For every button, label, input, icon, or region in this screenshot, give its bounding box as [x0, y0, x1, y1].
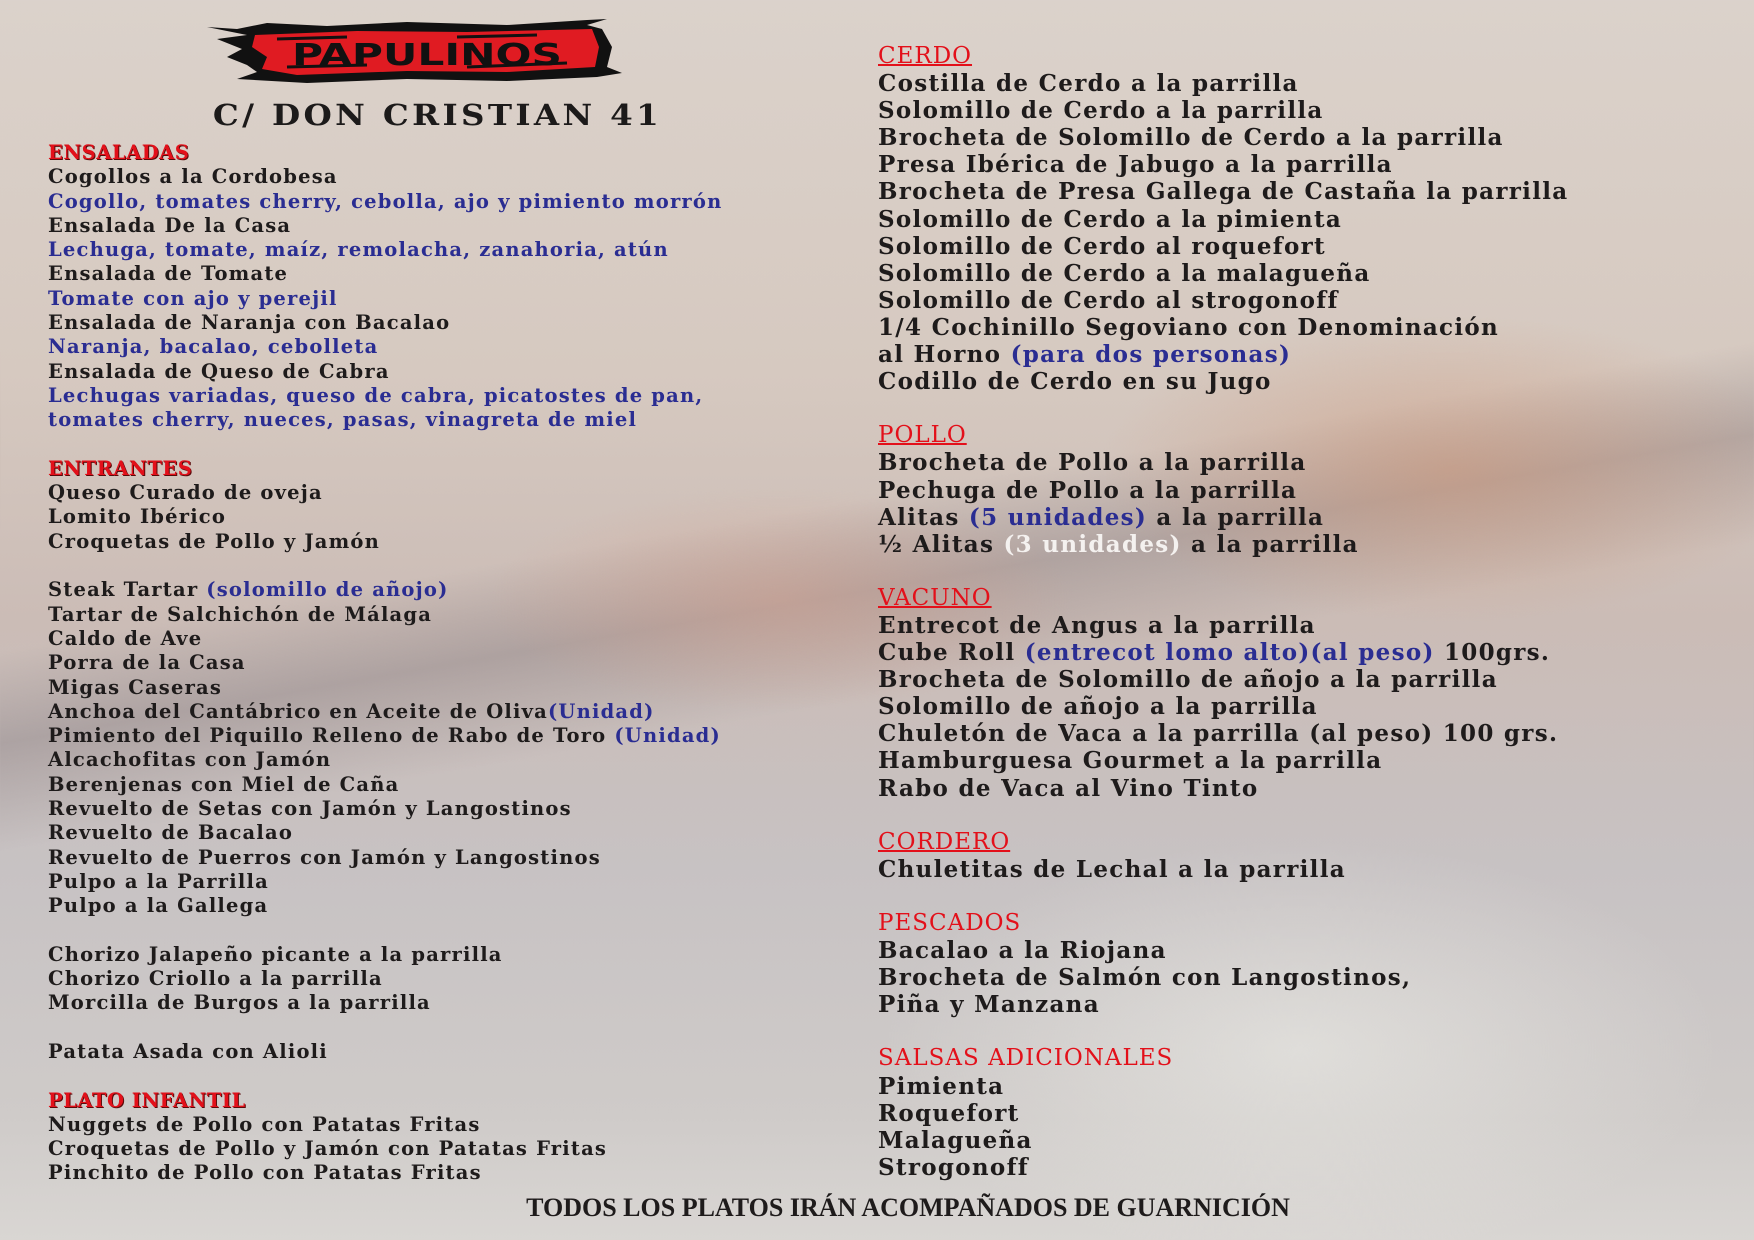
menu-item — [878, 1073, 1569, 1100]
menu-item — [48, 748, 722, 772]
menu-item — [878, 341, 1569, 368]
item-name: Solomillo de Cerdo a la parrilla — [878, 97, 1324, 125]
menu-item — [878, 639, 1569, 666]
heading-text: PLATO INFANTIL — [48, 1088, 246, 1112]
item-name: Ensalada de Queso de Cabra — [48, 359, 390, 383]
item-name: Revuelto de Puerros con Jamón y Langostinos — [48, 845, 601, 869]
heading-text: VACUNO — [878, 584, 992, 611]
menu-item — [878, 260, 1569, 287]
item-name: 1/4 Cochinillo Segoviano con Denominación — [878, 313, 1500, 341]
menu-item — [878, 477, 1569, 504]
item-name: Pimienta — [878, 1072, 1005, 1100]
menu-column-right — [878, 43, 1569, 1181]
item-name: Costilla de Cerdo a la parrilla — [878, 70, 1299, 98]
menu-item — [878, 206, 1569, 233]
item-name: Solomillo de Cerdo al strogonoff — [878, 286, 1339, 314]
item-name: Steak Tartar — [48, 578, 207, 602]
heading-text: SALSAS ADICIONALES — [878, 1045, 1174, 1072]
menu-item — [48, 238, 722, 262]
item-name: Caldo de Ave — [48, 626, 203, 650]
menu-item — [878, 70, 1569, 97]
menu-item — [48, 287, 722, 311]
item-name: Croquetas de Pollo y Jamón con Patatas Fritas — [48, 1137, 608, 1161]
menu-item — [48, 724, 722, 748]
item-name: Ensalada de Tomate — [48, 262, 289, 286]
menu-item — [48, 1137, 722, 1161]
menu-item — [48, 603, 722, 627]
section-heading — [878, 910, 1569, 937]
item-name: Strogonoff — [878, 1153, 1029, 1181]
item-name: Cogollos a la Cordobesa — [48, 165, 338, 189]
item-name: Brocheta de Solomillo de añojo a la parrilla — [878, 666, 1498, 694]
menu-item — [878, 314, 1569, 341]
item-description: Lechugas variadas, queso de cabra, picatostes de pan, — [48, 383, 704, 407]
item-name: Patata Asada con Alioli — [48, 1039, 328, 1063]
item-name: Tartar de Salchichón de Málaga — [48, 602, 433, 626]
menu-item — [48, 530, 722, 554]
section-heading — [48, 457, 722, 481]
item-description: Naranja, bacalao, cebolleta — [48, 335, 379, 359]
menu-item — [878, 287, 1569, 314]
item-description: (Unidad) — [614, 724, 721, 748]
item-name: Piña y Manzana — [878, 991, 1100, 1019]
heading-text: ENSALADAS — [48, 141, 190, 164]
item-name: Pulpo a la Parrilla — [48, 869, 269, 893]
menu-item — [878, 1154, 1569, 1181]
item-name: Anchoa del Cantábrico en Aceite de Oliva — [48, 699, 548, 723]
item-name: Berenjenas con Miel de Caña — [48, 772, 400, 796]
menu-item — [878, 856, 1569, 883]
heading-text: POLLO — [878, 422, 967, 449]
item-name: Codillo de Cerdo en su Jugo — [878, 368, 1272, 396]
item-name: a la parrilla — [1181, 530, 1359, 558]
heading-text: PESCADOS — [878, 910, 1022, 936]
item-name: Solomillo de Cerdo al roquefort — [878, 232, 1326, 260]
item-name: Brocheta de Pollo a la parrilla — [878, 449, 1307, 477]
item-name: Cube Roll — [878, 639, 1025, 667]
blank-line — [48, 919, 722, 943]
blank-line — [878, 395, 1569, 422]
section-heading — [878, 585, 1569, 612]
menu-item — [48, 1161, 722, 1185]
section-heading — [878, 422, 1569, 449]
item-description: (solomillo de añojo) — [206, 578, 449, 602]
item-name: Lomito Ibérico — [48, 505, 227, 529]
item-name: al Horno — [878, 341, 1011, 369]
item-name: Porra de la Casa — [48, 651, 246, 675]
menu-item — [878, 368, 1569, 395]
item-name: Roquefort — [878, 1099, 1020, 1127]
item-name: Brocheta de Salmón con Langostinos, — [878, 964, 1412, 992]
menu-item — [878, 693, 1569, 720]
section-heading — [878, 43, 1569, 70]
item-description: (5 unidades) — [968, 503, 1148, 531]
item-description: (entrecot lomo alto)(al peso) — [1024, 639, 1435, 667]
menu-item — [878, 991, 1569, 1018]
item-name: Pimiento del Piquillo Relleno de Rabo de Toro — [48, 724, 615, 748]
item-name: Malagueña — [878, 1126, 1033, 1154]
item-description: Lechuga, tomate, maíz, remolacha, zanahoria, atún — [48, 238, 669, 262]
item-name: Entrecot de Angus a la parrilla — [878, 611, 1316, 639]
item-name: Chorizo Criollo a la parrilla — [48, 967, 383, 991]
item-name: Presa Ibérica de Jabugo a la parrilla — [878, 151, 1393, 179]
menu-item — [48, 505, 722, 529]
item-name: Revuelto de Setas con Jamón y Langostinos — [48, 797, 572, 821]
menu-item — [48, 360, 722, 384]
item-name: Morcilla de Burgos a la parrilla — [48, 991, 431, 1015]
item-name: Rabo de Vaca al Vino Tinto — [878, 774, 1259, 802]
restaurant-logo — [207, 17, 632, 84]
blank-line — [878, 883, 1569, 910]
menu-item — [48, 943, 722, 967]
item-name: Chorizo Jalapeño picante a la parrilla — [48, 942, 503, 966]
heading-text: CORDERO — [878, 828, 1011, 855]
heading-text: CERDO — [878, 43, 973, 69]
menu-item — [878, 964, 1569, 991]
menu-item — [48, 700, 722, 724]
item-name: Solomillo de Cerdo a la pimienta — [878, 205, 1343, 233]
section-heading — [48, 141, 722, 165]
menu-item — [878, 747, 1569, 774]
garnish-note: TODOS LOS PLATOS IRÁN ACOMPAÑADOS DE GUARNICIÓN — [526, 1193, 1290, 1222]
item-name: Alitas — [878, 503, 969, 531]
menu-item — [48, 627, 722, 651]
menu-item — [878, 612, 1569, 639]
blank-line — [48, 1064, 722, 1088]
item-name: Bacalao a la Riojana — [878, 937, 1167, 965]
item-description: tomates cherry, nueces, pasas, vinagreta de miel — [48, 408, 638, 432]
item-name: Nuggets de Pollo con Patatas Fritas — [48, 1112, 481, 1136]
menu-item — [48, 262, 722, 286]
item-name: Solomillo de Cerdo a la malagueña — [878, 259, 1371, 287]
menu-item — [878, 504, 1569, 531]
blank-line — [48, 554, 722, 578]
menu-item — [878, 178, 1569, 205]
item-name: Brocheta de Solomillo de Cerdo a la parrilla — [878, 124, 1504, 152]
item-name: Pinchito de Pollo con Patatas Fritas — [48, 1161, 482, 1185]
menu-item — [878, 233, 1569, 260]
menu-item — [878, 775, 1569, 802]
blank-line — [878, 802, 1569, 829]
item-name: Pechuga de Pollo a la parrilla — [878, 476, 1298, 504]
menu-item — [878, 937, 1569, 964]
item-name: Chuletón de Vaca a la parrilla (al peso) 100 grs. — [878, 720, 1559, 748]
menu-item — [48, 676, 722, 700]
item-name: Solomillo de añojo a la parrilla — [878, 693, 1318, 721]
item-name: Ensalada De la Casa — [48, 213, 292, 237]
menu-item — [48, 311, 722, 335]
menu-item — [48, 821, 722, 845]
blank-line — [48, 1016, 722, 1040]
menu-item — [48, 384, 722, 408]
address: C/ DON CRISTIAN 41 — [212, 98, 663, 132]
menu-item — [878, 531, 1569, 558]
blank-line — [48, 433, 722, 457]
menu-item — [878, 124, 1569, 151]
section-heading — [48, 1089, 722, 1113]
menu-item — [48, 408, 722, 432]
menu-item — [48, 797, 722, 821]
blank-line — [878, 1018, 1569, 1045]
menu-item — [878, 1100, 1569, 1127]
menu-item — [48, 335, 722, 359]
item-name: Migas Caseras — [48, 675, 223, 699]
menu-item — [48, 1113, 722, 1137]
item-name: ½ Alitas — [878, 530, 1004, 558]
logo-text: PAPULINOS — [292, 38, 562, 73]
section-heading — [878, 1045, 1569, 1072]
menu-item — [878, 97, 1569, 124]
menu-item — [48, 773, 722, 797]
menu-item — [48, 578, 722, 602]
menu-item — [48, 1040, 722, 1064]
item-description: Cogollo, tomates cherry, cebolla, ajo y pimiento morrón — [48, 189, 723, 213]
menu-item — [48, 894, 722, 918]
heading-text: ENTRANTES — [48, 456, 193, 480]
menu-item — [48, 481, 722, 505]
item-description: Tomate con ajo y perejil — [48, 286, 338, 310]
menu-item — [48, 165, 722, 189]
item-name: Croquetas de Pollo y Jamón — [48, 529, 381, 553]
item-name: Pulpo a la Gallega — [48, 894, 269, 918]
menu-item — [878, 1127, 1569, 1154]
item-description: (para dos personas) — [1010, 341, 1292, 369]
menu-item — [878, 151, 1569, 178]
menu-item — [48, 846, 722, 870]
menu-item — [878, 720, 1569, 747]
item-name: Alcachofitas con Jamón — [48, 748, 332, 772]
blank-line — [878, 558, 1569, 585]
menu-item — [48, 870, 722, 894]
menu-item — [48, 190, 722, 214]
item-name: Hamburguesa Gourmet a la parrilla — [878, 747, 1383, 775]
item-name: Ensalada de Naranja con Bacalao — [48, 311, 451, 335]
menu-item — [48, 214, 722, 238]
menu-item — [48, 967, 722, 991]
item-description: (Unidad) — [547, 699, 655, 723]
menu-column-left — [48, 141, 722, 1186]
menu-item — [878, 666, 1569, 693]
item-name: Revuelto de Bacalao — [48, 821, 294, 845]
menu-item — [878, 449, 1569, 476]
item-name: a la parrilla — [1147, 503, 1325, 531]
menu-item — [48, 651, 722, 675]
item-name: Queso Curado de oveja — [48, 481, 323, 505]
item-name: Brocheta de Presa Gallega de Castaña la parrilla — [878, 178, 1569, 206]
item-description: (3 unidades) — [1003, 530, 1182, 558]
menu-item — [48, 991, 722, 1015]
item-name: 100grs. — [1434, 639, 1551, 667]
item-name: Chuletitas de Lechal a la parrilla — [878, 855, 1346, 883]
section-heading — [878, 829, 1569, 856]
